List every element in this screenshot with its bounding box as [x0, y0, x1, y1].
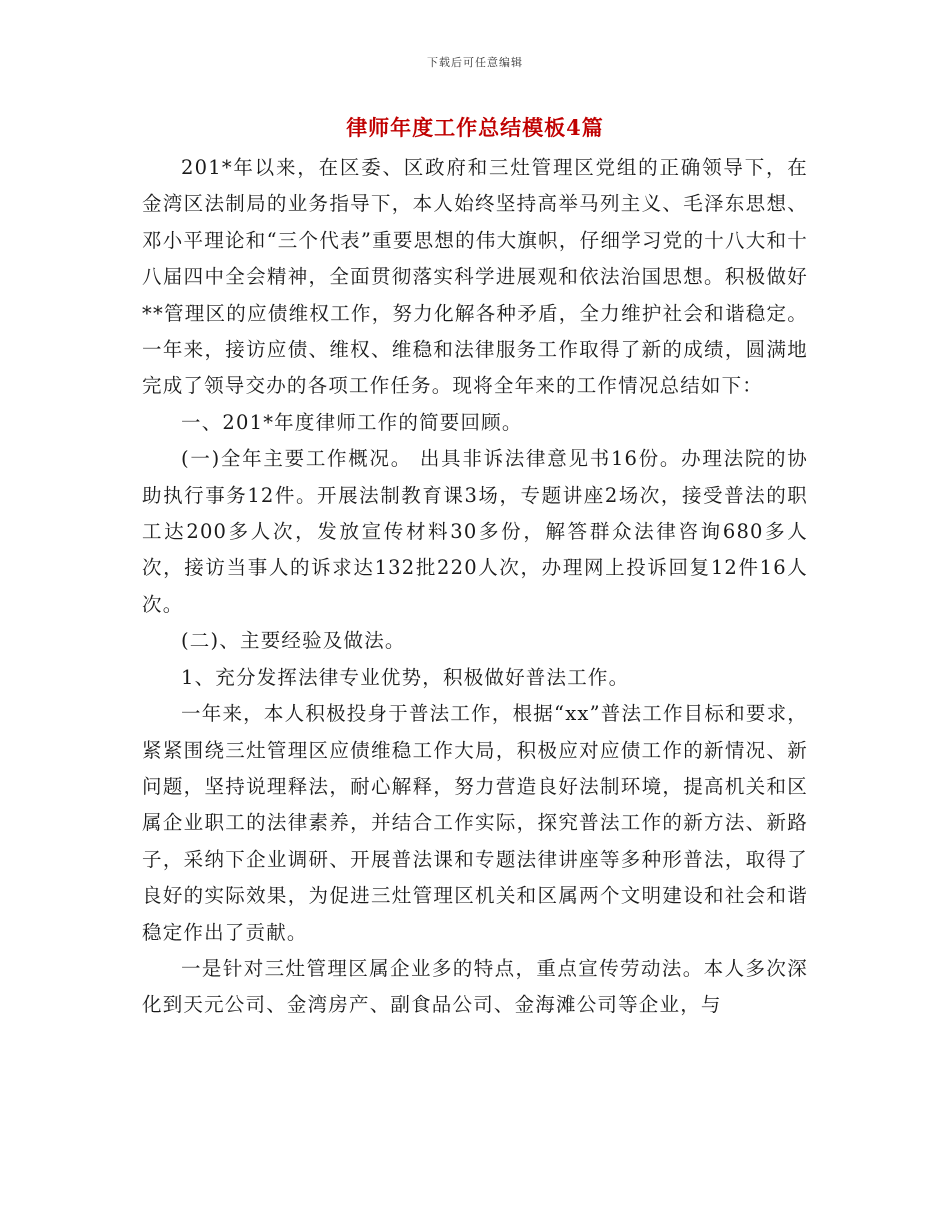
document-body — [142, 150, 808, 1024]
paragraph-law-education: 一年来，本人积极投身于普法工作，根据“xx”普法工作目标和要求，紧紧围绕三灶管理区应债维稳工作大局，积极应对应债工作的新情况、新问题，坚持说理释法，耐心解释，努力营造良好法制环境，提高机关和区属企业职工的法律素养，并结合工作实际，探究普法工作的新方法、新路子，采纳下企业调研、开展普法课和专题法律讲座等多种形普法，取得了良好的实际效果，为促进三灶管理区机关和区属两个文明建设和社会和谐稳定作出了贡献。 — [142, 702, 808, 944]
section-heading-review: 一、201*年度律师工作的简要回顾。 — [181, 410, 523, 434]
paragraph-overview: (一)全年主要工作概况。 出具非诉法律意见书16份。办理法院的协助执行事务12件。开展法制教育课3场，专题讲座2场次，接受普法的职工达200多人次，发放宣传材料30多份，解答群众法律咨询680多人次，接访当事人的诉求达132批220人次，办理网上投诉回复12件16人次。 — [142, 447, 808, 616]
paragraph-intro: 201*年以来，在区委、区政府和三灶管理区党组的正确领导下，在金湾区法制局的业务指导下，本人始终坚持高举马列主义、毛泽东思想、邓小平理论和“三个代表”重要思想的伟大旗帜，仔细学习党的十八大和十八届四中全会精神，全面贯彻落实科学进展观和依法治国思想。积极做好**管理区的应债维权工作，努力化解各种矛盾，全力维护社会和谐稳定。一年来，接访应债、维权、维稳和法律服务工作取得了新的成绩，圆满地完成了领导交办的各项工作任务。现将全年来的工作情况总结如下： — [142, 156, 808, 398]
header-note: 下载后可任意编辑 — [427, 56, 523, 69]
document-title: 律师年度工作总结模板4篇 — [346, 115, 604, 140]
paragraph-labor-law: 一是针对三灶管理区属企业多的特点，重点宣传劳动法。本人多次深化到天元公司、金湾房产、副食品公司、金海滩公司等企业，与 — [142, 956, 808, 1017]
item-heading-1: 1、充分发挥法律专业优势，积极做好普法工作。 — [181, 665, 630, 689]
subsection-heading-experience: (二)、主要经验及做法。 — [181, 629, 406, 653]
